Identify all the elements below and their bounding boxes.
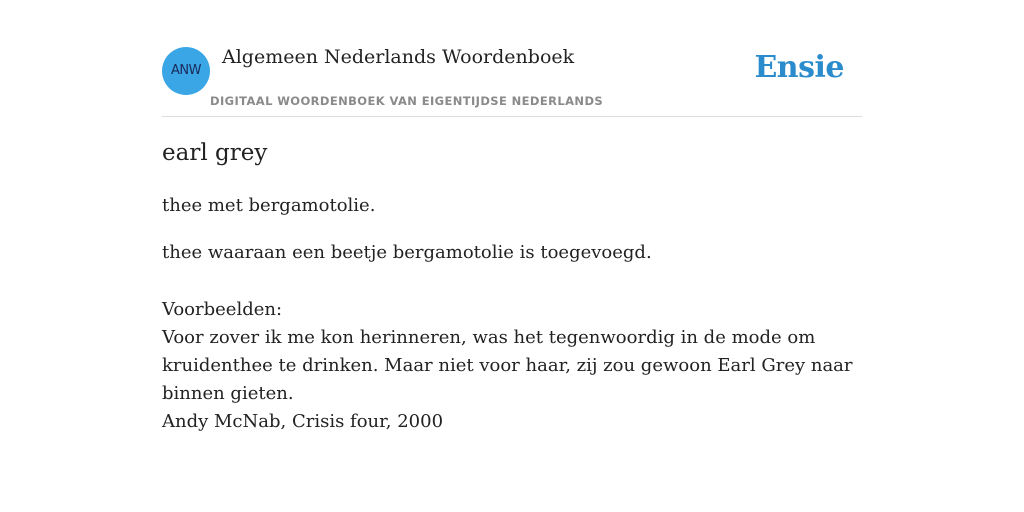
page bbox=[162, 0, 862, 512]
site-subtitle: DIGITAAL WOORDENBOEK VAN EIGENTIJDSE NEDERLANDS bbox=[210, 94, 604, 108]
examples-label: Voorbeelden: bbox=[162, 299, 283, 320]
example-line: Voor zover ik me kon herinneren, was het tegenwoordig in de mode om bbox=[162, 327, 816, 348]
header bbox=[162, 0, 862, 117]
example-line: binnen gieten. bbox=[162, 383, 294, 404]
short-definition: thee met bergamotolie. bbox=[162, 195, 376, 216]
example-line: kruidenthee te drinken. Maar niet voor haar, zij zou gewoon Earl Grey naar bbox=[162, 355, 853, 376]
entry-headword: earl grey bbox=[162, 140, 268, 166]
ensie-logo[interactable]: Ensie bbox=[754, 50, 844, 85]
long-definition: thee waaraan een beetje bergamotolie is toegevoegd. bbox=[162, 242, 652, 263]
example-source: Andy McNab, Crisis four, 2000 bbox=[162, 411, 444, 432]
anw-logo[interactable]: ANW bbox=[162, 47, 210, 95]
site-title[interactable]: Algemeen Nederlands Woordenboek bbox=[222, 46, 575, 68]
examples-block bbox=[162, 296, 862, 436]
